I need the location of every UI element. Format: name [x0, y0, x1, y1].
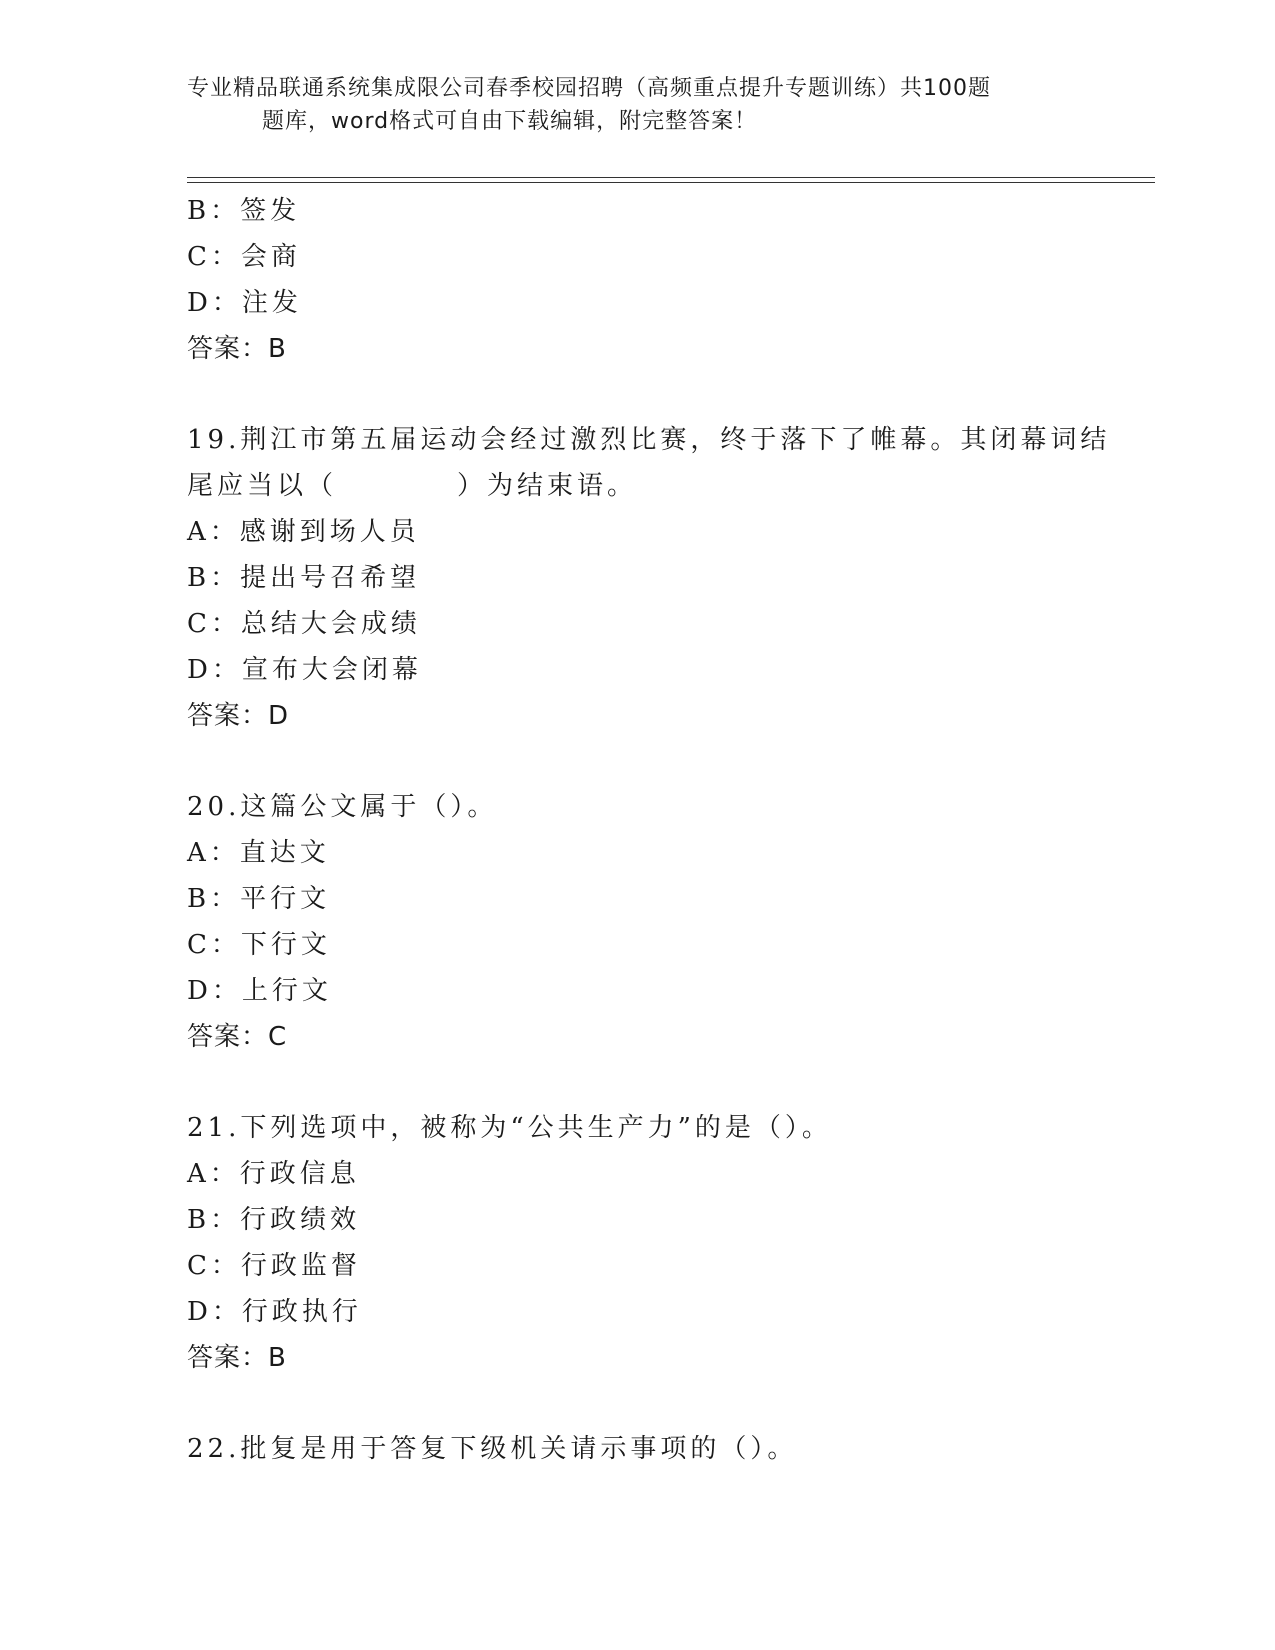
option-a: A：感谢到场人员 — [187, 517, 420, 547]
page-header — [187, 72, 1067, 138]
option-c: C：下行文 — [187, 930, 331, 960]
option-b: B：提出号召希望 — [187, 563, 421, 593]
question-19 — [187, 417, 1111, 739]
spacer — [187, 372, 1087, 417]
question-stem: 20.这篇公文属于（）。 — [187, 792, 498, 822]
question-stem: 尾应当以（ ）为结束语。 — [187, 471, 638, 501]
answer-line: 答案：B — [187, 334, 287, 364]
spacer — [187, 1060, 1087, 1105]
option-d: D：宣布大会闭幕 — [187, 655, 422, 685]
answer-line: 答案：B — [187, 1343, 287, 1373]
question-21 — [187, 1105, 1087, 1381]
option-b: B：行政绩效 — [187, 1205, 361, 1235]
header-double-rule — [187, 177, 1155, 183]
option-c: C：行政监督 — [187, 1251, 361, 1281]
document-title-line-1: 专业精品联通系统集成限公司春季校园招聘（高频重点提升专题训练）共100题 — [187, 76, 991, 101]
option-b: B：平行文 — [187, 884, 331, 914]
spacer — [187, 739, 1087, 784]
option-d: D：上行文 — [187, 976, 332, 1006]
option-b: B：签发 — [187, 196, 301, 226]
document-body — [187, 188, 1111, 1472]
question-stem: 19.荆江市第五届运动会经过激烈比赛，终于落下了帷幕。其闭幕词结 — [187, 425, 1111, 455]
carryover-question — [187, 188, 1087, 372]
option-c: C：总结大会成绩 — [187, 609, 421, 639]
option-d: D：注发 — [187, 288, 302, 318]
question-stem: 22.批复是用于答复下级机关请示事项的（）。 — [187, 1434, 798, 1464]
document-title-line-2: 题库，word格式可自由下载编辑，附完整答案！ — [262, 109, 758, 134]
answer-line: 答案：D — [187, 701, 290, 731]
spacer — [187, 1381, 1087, 1426]
answer-line: 答案：C — [187, 1022, 288, 1052]
option-c: C：会商 — [187, 242, 301, 272]
option-a: A：行政信息 — [187, 1159, 360, 1189]
question-20 — [187, 784, 1087, 1060]
question-stem: 21.下列选项中，被称为“公共生产力”的是（）。 — [187, 1113, 832, 1143]
option-a: A：直达文 — [187, 838, 330, 868]
question-22 — [187, 1426, 1087, 1472]
option-d: D：行政执行 — [187, 1297, 362, 1327]
